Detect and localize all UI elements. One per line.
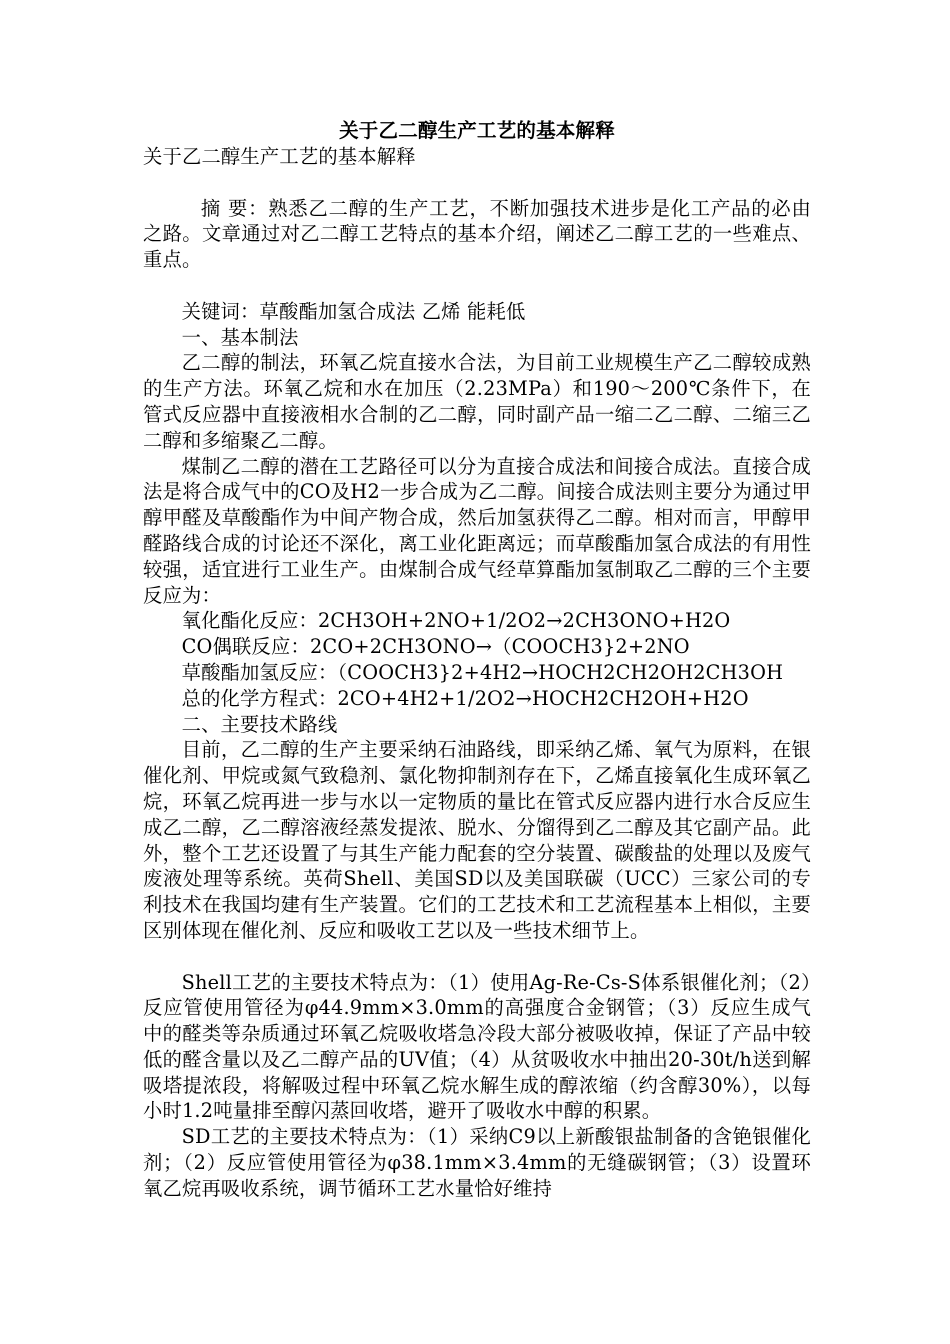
abstract-paragraph: 摘 要：熟悉乙二醇的生产工艺，不断加强技术进步是化工产品的必由之路。文章通过对乙二醇工艺特点的基本介绍，阐述乙二醇工艺的一些难点、重点。 bbox=[143, 196, 811, 272]
section2-heading: 二、主要技术路线 bbox=[181, 712, 338, 736]
blank-line bbox=[143, 170, 811, 196]
document-page bbox=[143, 118, 811, 1202]
keywords-line: 关键词：草酸酯加氢合成法 乙烯 能耗低 bbox=[181, 299, 526, 323]
sd-process-paragraph: SD工艺的主要技术特点为：（1）采纳C9以上新酸银盐制备的含铯银催化剂；（2）反应管使用管径为φ38.1mm×3.4mm的无缝碳钢管；（3）设置环氧乙烷再吸收系统，调节循环工艺水量恰好维持 bbox=[143, 1125, 811, 1200]
section1-paragraph-2: 煤制乙二醇的潜在工艺路径可以分为直接合成法和间接合成法。直接合成法是将合成气中的CO及H2一步合成为乙二醇。间接合成法则主要分为通过甲醇甲醛及草酸酯作为中间产物合成，然后加氢获得乙二醇。相对而言，甲醇甲醛路线合成的讨论还不深化，离工业化距离远；而草酸酯加氢合成法的有用性较强，适宜进行工业生产。由煤制合成气经草算酯加氢制取乙二醇的三个主要反应为： bbox=[143, 454, 811, 607]
reaction-overall-equation: 总的化学方程式：2CO+4H2+1/2O2→HOCH2CH2OH+H2O bbox=[181, 686, 749, 710]
section2-paragraph-1: 目前，乙二醇的生产主要采纳石油路线，即采纳乙烯、氧气为原料，在银催化剂、甲烷或氮气致稳剂、氯化物抑制剂存在下，乙烯直接氧化生成环氧乙烷，环氧乙烷再进一步与水以一定物质的量比在管式反应器内进行水合反应生成乙二醇，乙二醇溶液经蒸发提浓、脱水、分馏得到乙二醇及其它副产品。此外，整个工艺还设置了与其生产能力配套的空分装置、碳酸盐的处理以及废气废液处理等系统。英荷Shell、美国SD以及美国联碳（UCC）三家公司的专利技术在我国均建有生产装置。它们的工艺技术和工艺流程基本上相似，主要区别体现在催化剂、反应和吸收工艺以及一些技术细节上。 bbox=[143, 738, 811, 942]
blank-line bbox=[143, 273, 811, 299]
shell-process-paragraph: Shell工艺的主要技术特点为：（1）使用Ag-Re-Cs-S体系银催化剂；（2）反应管使用管径为φ44.9mm×3.0mm的高强度合金钢管；（3）反应生成气中的醛类等杂质通过环氧乙烷吸收塔急冷段大部分被吸收掉，保证了产品中较低的醛含量以及乙二醇产品的UV值；（4）从贫吸收水中抽出20-30t/h送到解吸塔提浓段，将解吸过程中环氧乙烷水解生成的醇浓缩（约含醇30%），以每小时1.2吨量排至醇闪蒸回收塔，避开了吸收水中醇的积累。 bbox=[143, 970, 811, 1123]
blank-line bbox=[143, 944, 811, 970]
reaction-oxidation-esterification: 氧化酯化反应：2CH3OH+2NO+1/2O2→2CH3ONO+H2O bbox=[181, 609, 731, 633]
reaction-oxalate-hydrogenation: 草酸酯加氢反应：（COOCH3}2+4H2→HOCH2CH2OH2CH3OH bbox=[181, 660, 784, 684]
document-subtitle: 关于乙二醇生产工艺的基本解释 bbox=[143, 145, 416, 168]
reaction-co-coupling: CO偶联反应：2CO+2CH3ONO→（COOCH3}2+2NO bbox=[181, 635, 690, 659]
section1-paragraph-1: 乙二醇的制法，环氧乙烷直接水合法，为目前工业规模生产乙二醇较成熟的生产方法。环氧乙烷和水在加压（2.23MPa）和190～200℃条件下，在管式反应器中直接液相水合制的乙二醇，同时副产品一缩二乙二醇、二缩三乙二醇和多缩聚乙二醇。 bbox=[143, 351, 811, 452]
section1-heading: 一、基本制法 bbox=[181, 325, 299, 349]
document-title: 关于乙二醇生产工艺的基本解释 bbox=[339, 119, 615, 142]
